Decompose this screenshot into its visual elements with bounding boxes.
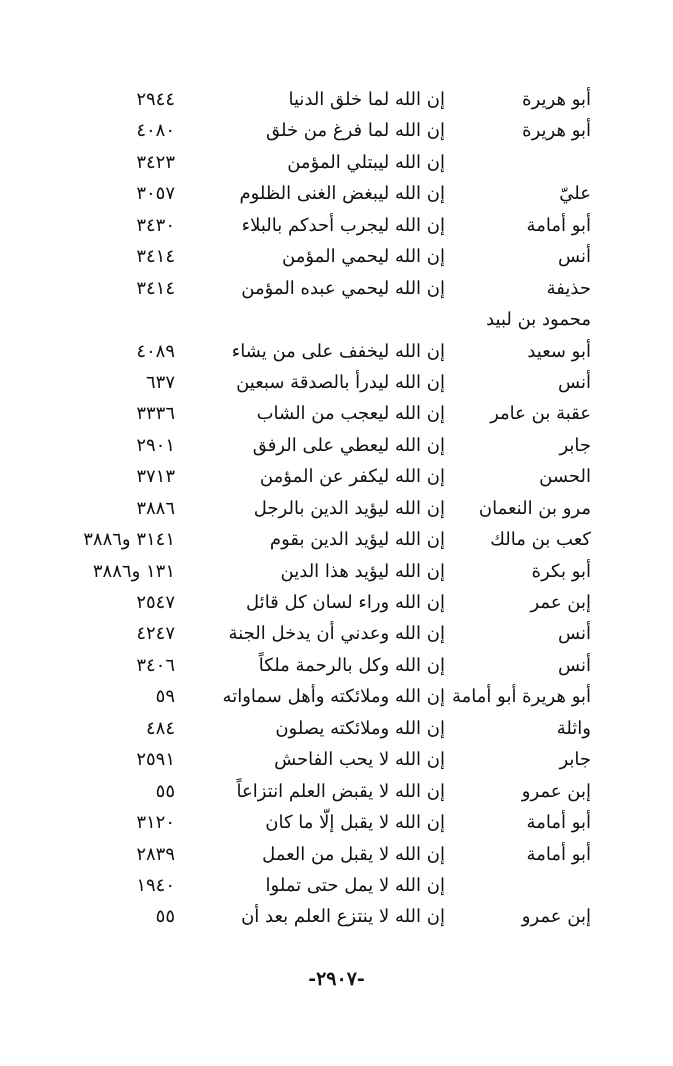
index-row	[0, 807, 673, 838]
index-row	[0, 367, 673, 398]
narrator-name: أبو أمامة	[526, 812, 591, 834]
hadith-reference-number: ٣٤١٤	[136, 246, 175, 268]
index-row	[0, 115, 673, 146]
hadith-opening: إن الله وراء لسان كل قائل	[246, 592, 445, 613]
hadith-opening: إن الله لما خلق الدنيا	[288, 89, 445, 110]
narrator-name: الحسن	[539, 466, 591, 488]
hadith-reference-number: ٣٤٢٣	[136, 151, 175, 173]
hadith-opening: إن الله ليحمي عبده المؤمن	[241, 277, 445, 299]
hadith-opening: إن الله ليجرب أحدكم بالبلاء	[241, 214, 445, 236]
hadith-reference-number: ٣٠٥٧	[136, 183, 175, 205]
hadith-opening: إن الله لا يحب الفاحش	[274, 749, 445, 771]
index-row	[0, 776, 673, 807]
narrator-name: أبو هريرة أبو أمامة	[452, 686, 591, 708]
hadith-reference-number: ٦٣٧	[145, 371, 175, 393]
index-row	[0, 493, 673, 524]
index-row	[0, 839, 673, 870]
hadith-opening: إن الله لا يقبل من العمل	[262, 843, 445, 865]
index-row	[0, 304, 673, 335]
index-row	[0, 241, 673, 272]
hadith-opening: إن الله وملائكته يصلون	[275, 717, 445, 739]
index-row	[0, 178, 673, 209]
hadith-reference-number: ٤٠٨٠	[136, 120, 175, 142]
hadith-opening: إن الله لا يقبض العلم انتزاعاً	[236, 780, 445, 802]
hadith-reference-number: ٣٧١٣	[136, 466, 175, 488]
hadith-opening: إن الله ليؤيد الدين بقوم	[269, 529, 445, 551]
index-row	[0, 430, 673, 461]
hadith-opening: إن الله وملائكته وأهل سماواته	[222, 686, 445, 708]
hadith-opening: إن الله لا ينتزع العلم بعد أن	[241, 906, 445, 928]
hadith-reference-number: ٢٩٠١	[136, 434, 175, 456]
hadith-reference-number: ٤٠٨٩	[136, 340, 175, 362]
narrator-name: محمود بن لبيد	[486, 309, 591, 331]
hadith-reference-number: ٣٣٣٦	[136, 403, 175, 425]
narrator-name: أبو أمامة	[526, 214, 591, 236]
hadith-reference-number: ١٩٤٠	[136, 874, 175, 896]
narrator-name: أبو بكرة	[531, 560, 591, 582]
index-row	[0, 524, 673, 555]
narrator-name: أبو هريرة	[522, 89, 591, 110]
index-row	[0, 273, 673, 304]
index-row	[0, 587, 673, 618]
hadith-opening: إن الله ليبغض الغنى الظلوم	[239, 183, 445, 205]
narrator-name: مرو بن النعمان	[478, 497, 591, 519]
narrator-name: واثلة	[556, 717, 591, 739]
narrator-name: أنس	[558, 246, 591, 268]
narrator-name: حذيفة	[546, 277, 591, 299]
hadith-opening: إن الله لما فرغ من خلق	[265, 120, 445, 142]
narrator-name: عليّ	[559, 183, 591, 205]
hadith-reference-number: ٤٢٤٧	[136, 623, 175, 645]
hadith-opening: إن الله ليدرأ بالصدقة سبعين	[236, 371, 445, 393]
index-row	[0, 398, 673, 429]
narrator-name: أبو أمامة	[526, 843, 591, 865]
hadith-opening: إن الله لا يقبل إلّا ما كان	[265, 812, 445, 834]
index-row	[0, 681, 673, 712]
narrator-name: جابر	[559, 749, 591, 771]
index-row	[0, 84, 673, 115]
narrator-name: أنس	[558, 654, 591, 676]
hadith-reference-number: ٢٥٤٧	[136, 592, 175, 613]
hadith-reference-number: ٢٥٩١	[136, 749, 175, 771]
hadith-reference-number: ٣٨٨٦	[136, 497, 175, 519]
index-row	[0, 556, 673, 587]
index-row	[0, 713, 673, 744]
index-row	[0, 147, 673, 178]
hadith-opening: إن الله وكل بالرحمة ملكاً	[258, 654, 445, 676]
narrator-name: إبن عمر	[530, 592, 591, 613]
page-number: -٢٩٠٧-	[308, 968, 365, 990]
hadith-opening: إن الله ليحمي المؤمن	[282, 246, 445, 268]
hadith-reference-number: ٤٨٤	[145, 717, 175, 739]
index-row	[0, 461, 673, 492]
hadith-reference-number: ٣١٤١ و٣٨٨٦	[83, 529, 175, 551]
hadith-reference-number: ٥٥	[155, 906, 175, 928]
hadith-reference-number: ٣١٢٠	[136, 812, 175, 834]
index-row	[0, 618, 673, 649]
index-row	[0, 336, 673, 367]
hadith-opening: إن الله وعدني أن يدخل الجنة	[228, 623, 445, 645]
narrator-name: كعب بن مالك	[490, 529, 591, 551]
hadith-index-list	[0, 84, 673, 933]
index-row	[0, 650, 673, 681]
narrator-name: أنس	[558, 623, 591, 645]
index-row	[0, 901, 673, 932]
hadith-opening: إن الله ليخفف على من يشاء	[231, 340, 445, 362]
index-row	[0, 870, 673, 901]
hadith-reference-number: ٣٤٣٠	[136, 214, 175, 236]
hadith-opening: إن الله ليعجب من الشاب	[256, 403, 445, 425]
narrator-name: أنس	[558, 371, 591, 393]
narrator-name: جابر	[559, 434, 591, 456]
hadith-reference-number: ٢٨٣٩	[136, 843, 175, 865]
hadith-opening: إن الله ليبتلي المؤمن	[287, 151, 445, 173]
hadith-opening: إن الله ليؤيد الدين بالرجل	[253, 497, 445, 519]
hadith-opening: إن الله ليؤيد هذا الدين	[280, 560, 445, 582]
hadith-opening: إن الله لا يمل حتى تملوا	[265, 874, 445, 896]
hadith-opening: إن الله ليعطي على الرفق	[252, 434, 445, 456]
narrator-name: أبو هريرة	[522, 120, 591, 142]
hadith-reference-number: ٢٩٤٤	[136, 89, 175, 110]
hadith-reference-number: ١٣١ و٣٨٨٦	[92, 560, 175, 582]
narrator-name: عقبة بن عامر	[490, 403, 591, 425]
narrator-name: إبن عمرو	[521, 906, 591, 928]
hadith-opening: إن الله ليكفر عن المؤمن	[259, 466, 445, 488]
narrator-name: أبو سعيد	[527, 340, 591, 362]
hadith-reference-number: ٣٤٠٦	[136, 654, 175, 676]
narrator-name: إبن عمرو	[521, 780, 591, 802]
hadith-reference-number: ٣٤١٤	[136, 277, 175, 299]
index-row	[0, 744, 673, 775]
index-row	[0, 210, 673, 241]
hadith-reference-number: ٥٥	[155, 780, 175, 802]
hadith-reference-number: ٥٩	[155, 686, 175, 708]
